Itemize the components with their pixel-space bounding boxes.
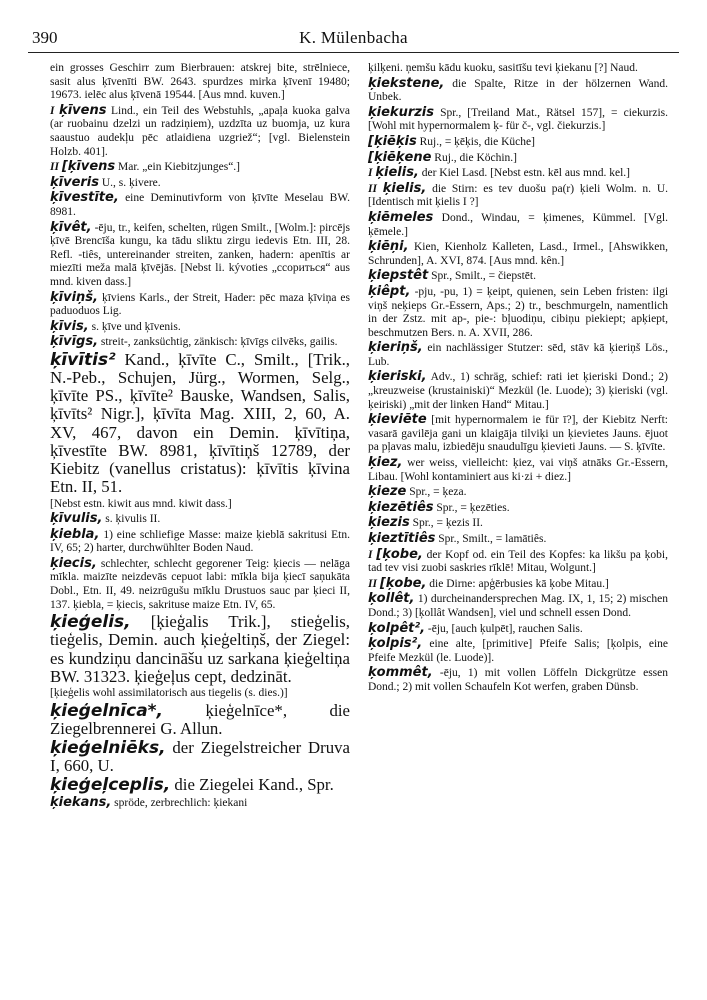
dictionary-entry	[368, 62, 668, 76]
entry-homonym-number: I	[50, 104, 60, 117]
entry-headword: ķiekans,	[50, 794, 112, 810]
right-column	[368, 62, 668, 696]
entry-headword: ķiekurzis	[368, 104, 434, 120]
entry-definition: ķieģelnīce*, die Ziegelbrennerei G. Allun.	[50, 700, 350, 738]
dictionary-entry	[50, 191, 350, 219]
entry-headword: ķīviņš,	[50, 289, 98, 305]
entry-headword: ķieze	[368, 484, 407, 500]
entry-definition: Adv., 1) schräg, schief: rati iet ķieriski Dond.; 2) „kreuzweise (krustainiski)“ Mezkül (le. Luode); 3) ķieriski (vgl. ķeiriski) „mit der linken Hand“ Mitau.]	[368, 371, 668, 411]
dictionary-entry	[50, 512, 350, 527]
entry-definition: Spr., [Treiland Mat., Rätsel 157], = ciekurzis. [Wohl mit hypernormalem ķ- für č-, vgl. čiekurzis.]	[368, 106, 669, 133]
dictionary-entry	[368, 637, 668, 665]
entry-homonym-number: I	[368, 548, 377, 561]
entry-headword: ķieviēte	[368, 412, 427, 428]
entry-headword: ķīvêt,	[50, 219, 92, 235]
dictionary-entry	[50, 796, 350, 811]
dictionary-entry	[368, 151, 668, 166]
dictionary-entry	[368, 516, 668, 531]
entry-definition: Lind., ein Teil des Webstuhls, „apaļa kuoka galva (ar ruobainu dzelzi un radziņiem), uzdzīta uz buomja, uz kura saaustuo audekļu pēc atlaidiena uzgriež“; [vgl. Bielenstein Holzb. 401].	[50, 104, 350, 158]
entry-headword: ķiēņi,	[368, 239, 409, 255]
dictionary-entry	[50, 320, 350, 335]
dictionary-entry	[368, 166, 668, 181]
page-header	[28, 26, 679, 53]
entry-definition: [mit hypernormalem ie für ī?], der Kiebitz Nerft: vasarā gavilēja gani un klaigāja tilviķi un ķievietes Jauns. ējuot pa pļavas malu, izbiedēju snaudulīgu ķievieti Jauns. — S. ķīvīte.	[368, 414, 668, 454]
dictionary-entry	[50, 62, 350, 103]
entry-headword: ķieģelnīca*,	[50, 700, 164, 721]
dictionary-entry	[50, 351, 350, 497]
entry-definition: -pju, -pu, 1) = ķeipt, quienen, sein Leben fristen: ilgi viņš neķieps Gr.-Essern, Aps.; 2) tr., beschmurgeln, namentlich in der Zstz. mit ap-, pie-: bļuodiņu, cibiņu piekiept; apķiept, beschmutzen Bers. n. A. XVII, 286.	[368, 285, 669, 339]
entry-headword: ķieģeļceplis,	[50, 775, 171, 796]
entry-headword: ķollêt,	[368, 591, 415, 607]
entry-definition: ķilķeni. ņemšu kādu kuoku, sasitīšu tevi ķiekanu [?] Naud.	[368, 62, 638, 74]
dictionary-entry	[50, 702, 350, 738]
dictionary-entry	[368, 666, 668, 694]
entry-definition: 1) eine schliefige Masse: maize ķieblā sakritusi Etn. IV, 65; 2) harter, durchwühlter Boden Naud.	[50, 528, 350, 555]
page-number: 390	[32, 28, 58, 47]
dictionary-entry	[368, 370, 668, 412]
entry-definition: Spr., = ķezēties.	[436, 501, 510, 514]
entry-headword: ķieztītiês	[368, 531, 436, 546]
entry-definition: s. ķīve und ķīvenis.	[91, 320, 181, 333]
dictionary-entry	[368, 106, 668, 134]
entry-definition: Spr., Smilt., = čiepstēt.	[431, 270, 536, 283]
entry-headword: ķiezētiês	[368, 499, 434, 515]
entry-definition: wer weiss, vielleicht: ķiez, vai viņš atnāks Gr.-Essern, Libau. [Wohl kontaminiert aus ki·zi + diez.]	[368, 457, 668, 483]
entry-definition: Mar. „ein Kiebitzjunges“.]	[118, 161, 241, 174]
dictionary-entry	[368, 413, 668, 455]
entry-headword: ķielis,	[375, 165, 419, 181]
dictionary-entry	[50, 221, 350, 290]
entry-headword: ķolpêt²,	[368, 620, 426, 636]
entry-headword: ķiez,	[368, 455, 403, 471]
entry-definition: eine Deminutivform von ķīvīte Meselau BW. 8981.	[50, 192, 350, 218]
left-column	[50, 62, 350, 811]
dictionary-entry	[368, 485, 668, 500]
entry-homonym-number: I	[368, 167, 376, 180]
entry-headword: ķīvītis²	[50, 349, 116, 370]
dictionary-entry	[50, 291, 350, 319]
entry-definition: -ēju, 1) mit vollen Löffeln Dickgrütze essen Dond.; 2) mit vollen Schaufeln Kot werfen, graben Dünsb.	[368, 667, 669, 693]
entry-definition: Spr., Smilt., = lamātiês.	[438, 533, 547, 545]
entry-definition: -ēju, tr., keifen, schelten, rügen Smilt., [Wolm.]: pircējs ķīvē Brencīša kungu, ka tādu sliktu zirgu iedevis Etn. III, 28. Refl. -tiês, untereinander streiten, zanken, hadern: apenītis ar miezīti meža malā ķīvējās. [Nebst li. kývoties „ссориться“ aus mnd. kiven dass.]	[50, 221, 351, 288]
entry-definition: der Kiel Lasd. [Nebst estn. kēl aus mnd. kel.]	[421, 167, 630, 180]
dictionary-entry	[368, 592, 668, 620]
entry-headword: [ķīvens	[61, 159, 116, 175]
dictionary-entry	[50, 739, 350, 775]
dictionary-entry	[368, 577, 668, 592]
entry-definition: die Dirne: apģērbusies kā ķobe Mitau.]	[429, 577, 609, 590]
entry-definition: -ēju, [auch ķulpēt], rauchen Salis.	[427, 622, 583, 635]
dictionary-entry	[368, 211, 668, 239]
entry-definition: die Stirn: es tev duošu pa(r) ķieli Wolm. n. U. [Identisch mit ķielis I ?]	[368, 182, 669, 209]
entry-headword: ķielis,	[382, 180, 427, 196]
entry-homonym-number: II	[50, 161, 62, 174]
entry-headword: [ķobe,	[379, 575, 427, 591]
entry-headword: [ķiēķene	[368, 149, 432, 165]
entry-definition: Ruj., die Köchin.]	[434, 151, 518, 164]
entry-definition: spröde, zerbrechlich: ķiekani	[114, 796, 248, 809]
dictionary-entry	[368, 341, 668, 369]
dictionary-entry	[50, 160, 350, 175]
entry-headword: ķiebla,	[50, 526, 100, 542]
entry-definition: der Ziegelstreicher Druva I, 660, U.	[50, 738, 350, 776]
entry-headword: ķīvīgs,	[50, 334, 99, 350]
entry-headword: ķiezis	[368, 515, 410, 531]
dictionary-entry	[368, 269, 668, 284]
dictionary-entry	[368, 622, 668, 637]
entry-headword: ķīveris	[50, 174, 99, 190]
entry-definition: ķīviens Karls., der Streit, Hader: pēc maza ķīviņa es paduoduos Lig.	[50, 291, 350, 318]
entry-headword: [ķobe,	[376, 546, 423, 562]
entry-definition: die Ziegelei Kand., Spr.	[174, 775, 334, 795]
entry-headword: ķīvestīte,	[50, 190, 119, 206]
dictionary-entry	[50, 557, 350, 612]
entry-headword: [ķiēķis	[368, 133, 417, 149]
dictionary-entry	[50, 176, 350, 191]
entry-headword: ķommêt,	[368, 665, 433, 681]
entry-definition: ein nachlässiger Stutzer: sēd, stāv kā ķieriņš Lös., Lub.	[368, 342, 668, 368]
entry-definition: Spr., = ķezis II.	[412, 517, 483, 530]
entry-definition: ein grosses Geschirr zum Bierbrauen: atskrej bite, strēlniece, sasit alus ķīvenīti BW. 2643. spurdzes mirka ķīvenī 19480; 19673. ielēc alus ķīvenā 19544. [Aus mnd. kuven.]	[50, 62, 350, 102]
entry-headword: ķieģelniēks,	[50, 738, 166, 759]
entry-definition: Kien, Kienholz Kalleten, Lasd., Irmel., [Ahswikken, Schrunden], A. XVI, 874. [Aus mnd. kên.]	[368, 241, 669, 267]
entry-definition: [Nebst estn. kiwit aus mnd. kiwit dass.]	[50, 497, 232, 510]
entry-headword: ķīvulis,	[50, 511, 103, 527]
entry-definition: eine alte, [primitive] Pfeife Salis; [ķolpis, eine Pfeife Mezkül (le. Luode)].	[368, 638, 668, 664]
dictionary-entry	[368, 77, 668, 105]
dictionary-entry	[368, 240, 668, 268]
dictionary-entry	[368, 456, 668, 484]
dictionary-entry	[368, 285, 668, 340]
entry-headword: ķieģelis,	[50, 612, 131, 633]
dictionary-entry	[368, 548, 668, 576]
dictionary-entry	[50, 528, 350, 556]
entry-homonym-number: II	[368, 182, 383, 195]
entry-definition: 1) durcheinandersprechen Mag. IX, 1, 15; 2) mischen Dond.; 3) [ķollât Wandsen], viel und schnell essen Dond.	[368, 593, 668, 619]
entry-headword: ķiepstêt	[368, 268, 429, 284]
entry-definition: streit-, zanksüchtig, zänkisch: ķīvīgs cilvēks, gailis.	[100, 336, 338, 349]
entry-headword: ķīvis,	[50, 318, 89, 334]
entry-headword: ķiekstene,	[368, 75, 445, 91]
entry-definition: [ķieģelis wohl assimilatorisch aus tiegelis (s. dies.)]	[50, 687, 288, 700]
entry-definition: der Kopf od. ein Teil des Kopfes: ka likšu pa ķobi, tad tev visi zuobi saskries rīklē! Mitau, Wolgunt.]	[368, 548, 668, 575]
entry-definition: schlechter, schlecht gegorener Teig: ķiecis — nelāga mīkla. maizīte neizdevās cepuot labi: mīkla bija ķiecī saņukāta Dobl., Etn. II, 49. neizrūgušu mīklu Drustuos sauc par ķieci II, 137. ķiebla, = ķiecis, sakrituse maize Etn. IV, 65.	[50, 557, 350, 611]
dictionary-entry	[368, 532, 668, 547]
dictionary-entry	[368, 135, 668, 150]
dictionary-entry	[50, 335, 350, 350]
entry-homonym-number: II	[368, 577, 380, 590]
entry-definition: U., s. ķivere.	[101, 176, 161, 189]
dictionary-entry	[50, 104, 350, 159]
entry-headword: ķīvens	[59, 102, 107, 118]
entry-definition: Kand., ķīvīte C., Smilt., [Trik., N.-Peb., Schujen, Jürg., Wormen, Selg., ķīvīte PS., ķīvīte² Bauske, Wandsen, Salis, ķīvīts² Nigr.], ķīvīta Mag. XIII, 2, 60, A. XV, 467, davon ein Demin. ķīvītiņa, ķīvestīte BW. 8981, ķīvītiņš 12789, der Kiebitz (vanellus cristatus): ķīvītis ķīvina Etn. II, 51.	[50, 349, 350, 497]
entry-headword: ķiêpt,	[368, 283, 411, 299]
entry-definition: Spr., = ķeza.	[409, 486, 467, 499]
dictionary-entry	[368, 182, 668, 210]
dictionary-entry	[50, 776, 350, 794]
dictionary-entry	[50, 613, 350, 686]
entry-definition: s. ķivulis II.	[105, 513, 161, 526]
entry-definition: [ķieģalis Trik.], stieģelis, tieģelis, Demin. auch ķieģeltiņš, der Ziegel: es kundziņu dancināšu uz sarkana ķieģeltiņa BW. 31323. ķieģeļus cept, dedzināt.	[50, 612, 350, 686]
page-title: K. Mülenbacha	[299, 28, 408, 47]
dictionary-entry	[50, 687, 350, 701]
entry-definition: Ruj., = ķēķis, die Küche]	[419, 135, 535, 148]
entry-definition: Dond., Windau, = ķimenes, Kümmel. [Vgl. ķēmele.]	[368, 211, 668, 238]
entry-headword: ķiecis,	[50, 555, 97, 571]
entry-definition: die Spalte, Ritze in der hölzernen Wand. Unbek.	[368, 77, 669, 104]
dictionary-entry	[50, 498, 350, 512]
entry-headword: ķolpis²,	[368, 636, 423, 652]
entry-headword: ķieriņš,	[368, 340, 423, 356]
entry-headword: ķiēmeles	[368, 209, 434, 225]
entry-headword: ķieriski,	[368, 369, 427, 385]
dictionary-entry	[368, 501, 668, 516]
